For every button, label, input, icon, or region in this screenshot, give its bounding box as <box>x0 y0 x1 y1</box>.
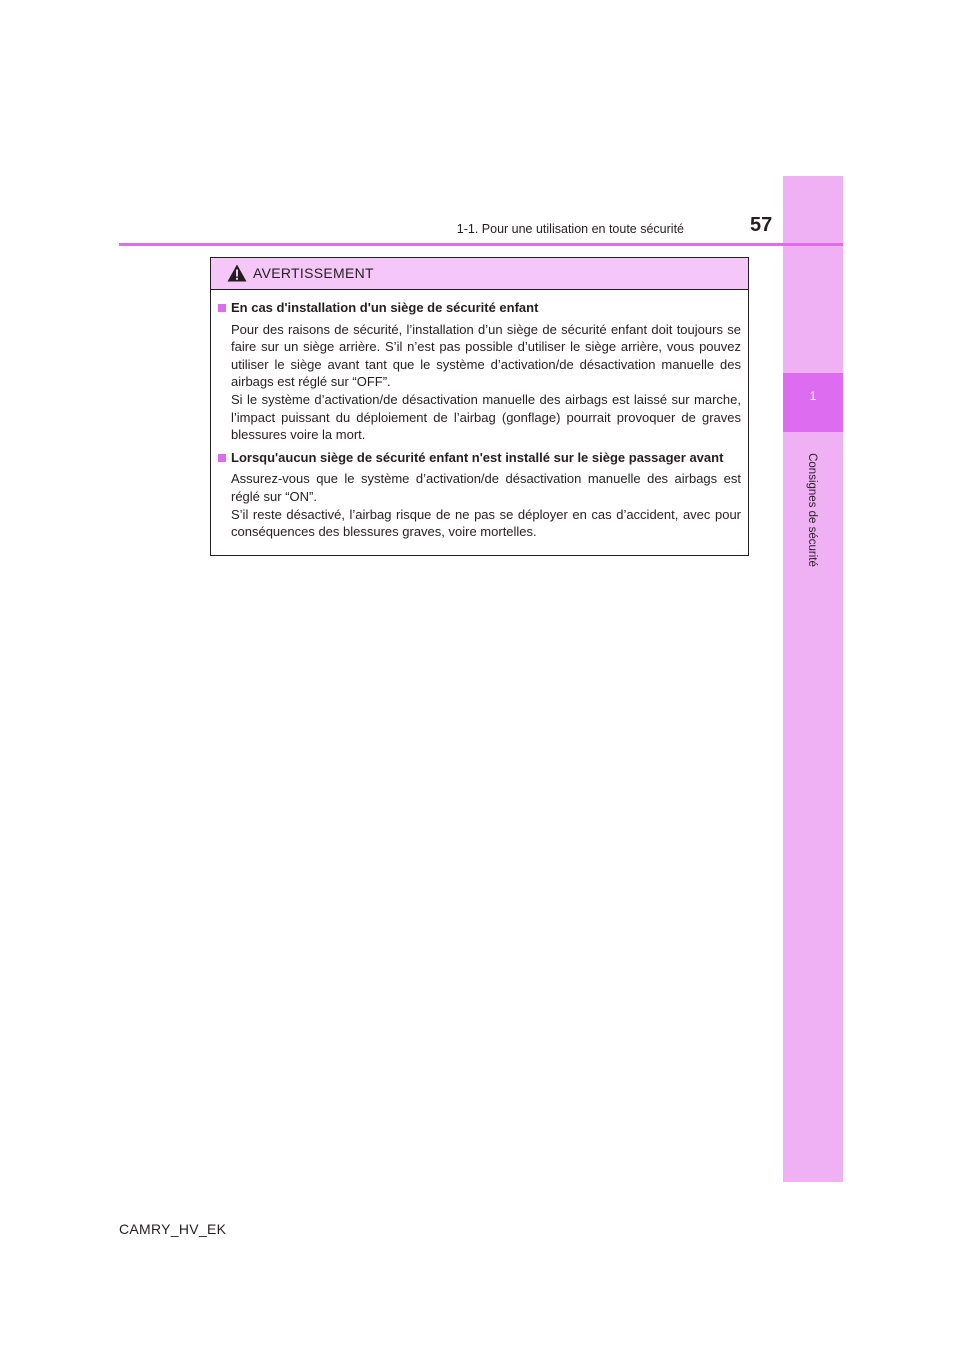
warning-item <box>218 299 741 444</box>
header-divider <box>119 243 843 246</box>
warning-item-heading-text: Lorsqu'aucun siège de sécurité enfant n'est installé sur le siège passager avant <box>231 449 724 465</box>
warning-item-heading-text: En cas d'installation d'un siège de sécurité enfant <box>231 300 539 315</box>
model-code: CAMRY_HV_EK <box>119 1221 227 1237</box>
warning-box <box>210 257 749 556</box>
warning-paragraph: Si le système d’activation/de désactivation manuelle des airbags est laissé sur marche, l’impact puissant du déploiement de l’airbag (gonflage) pourrait provoquer de graves blessures voire la mort. <box>231 391 741 443</box>
warning-paragraph: S’il reste désactivé, l’airbag risque de ne pas se déployer en cas d’accident, avec pour conséquences des blessures graves, voire mortelles. <box>231 506 741 540</box>
warning-item-body <box>218 321 741 444</box>
warning-item-body <box>218 470 741 540</box>
warning-content <box>211 290 748 541</box>
warning-item-heading <box>218 449 741 467</box>
square-bullet-icon <box>218 304 226 312</box>
warning-triangle-icon <box>227 264 247 282</box>
page-number: 57 <box>750 214 773 236</box>
square-bullet-icon <box>218 454 226 462</box>
warning-item-heading <box>218 299 741 317</box>
warning-paragraph: Pour des raisons de sécurité, l’installation d’un siège de sécurité enfant doit toujours se faire sur un siège arrière. S’il n’est pas possible d’utiliser le siège arrière, vous pouvez utiliser le siège avant tant que le système d’activation/de désactivation manuelle des airbags est réglé sur “OFF”. <box>231 321 741 390</box>
warning-item <box>218 449 741 541</box>
warning-header <box>211 258 748 290</box>
warning-title: AVERTISSEMENT <box>253 265 374 281</box>
section-title: 1-1. Pour une utilisation en toute sécurité <box>456 222 684 236</box>
chapter-number: 1 <box>809 389 817 403</box>
chapter-title: Consignes de sécurité <box>806 453 818 567</box>
warning-paragraph: Assurez-vous que le système d’activation/de désactivation manuelle des airbags est réglé sur “ON”. <box>231 471 741 504</box>
chapter-side-tab <box>783 176 843 1182</box>
